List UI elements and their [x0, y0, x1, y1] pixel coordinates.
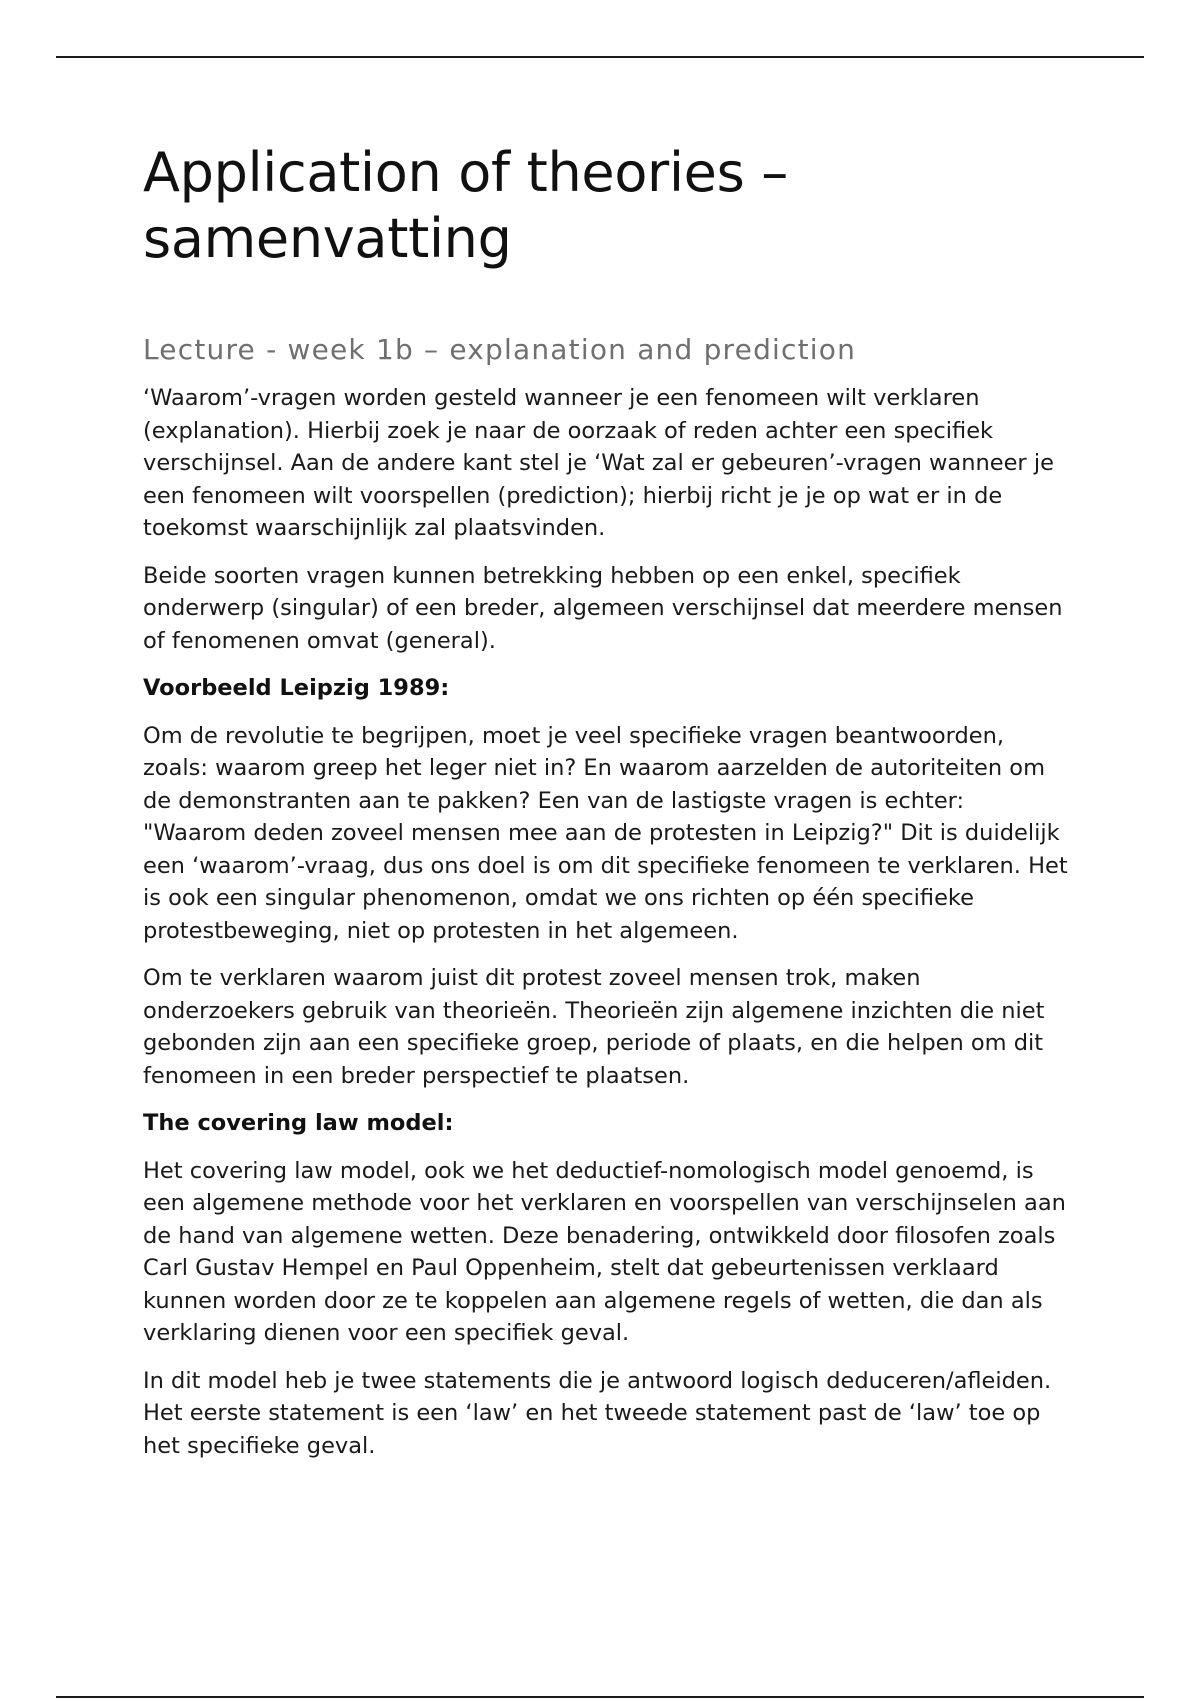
paragraph-leipzig-revolutie: Om de revolutie te begrijpen, moet je veel specifieke vragen beantwoorden, zoals: waarom greep het leger niet in? En waarom aarzelden de autoriteiten om de demonstranten aan te pakken? Een van de lastigste vragen is echter: "Waarom deden zoveel mensen mee aan de protesten in Leipzig?" Dit is duidelijk een ‘waarom’-vraag, dus ons doel is om dit specifieke fenomeen te verklaren. Het is ook een singular phenomenon, omdat we ons richten op één specifieke protestbeweging, niet op protesten in het algemeen.	[143, 722, 1068, 944]
subheading-covering-law: The covering law model:	[143, 1110, 454, 1136]
paragraph-theorieen: Om te verklaren waarom juist dit protest zoveel mensen trok, maken onderzoekers gebruik van theorieën. Theorieën zijn algemene inzichten die niet gebonden zijn aan een specifieke groep, periode of plaats, en die helpen om dit fenomeen in een breder perspectief te plaatsen.	[143, 965, 1045, 1089]
section-heading: Lecture - week 1b – explanation and prediction	[143, 333, 857, 366]
paragraph-covering-law-model: Het covering law model, ook we het deductief-nomologisch model genoemd, is een algemene methode voor het verklaren en voorspellen van verschijnselen aan de hand van algemene wetten. Deze benadering, ontwikkeld door filosofen zoals Carl Gustav Hempel en Paul Oppenheim, stelt dat gebeurtenissen verklaard kunnen worden door ze te koppelen aan algemene regels of wetten, die dan als verklaring dienen voor een specifiek geval.	[143, 1157, 1066, 1346]
paragraph-singular-general: Beide soorten vragen kunnen betrekking hebben op een enkel, specifiek onderwerp (singular) of een breder, algemeen verschijnsel dat meerdere mensen of fenomenen omvat (general).	[143, 562, 1063, 654]
section-content	[143, 382, 1073, 1462]
document-body	[143, 140, 1073, 1477]
paragraph-two-statements: In dit model heb je twee statements die je antwoord logisch deduceren/afleiden. Het eerste statement is een ‘law’ en het tweede statement past de ‘law’ toe op het specifieke geval.	[143, 1367, 1052, 1459]
paragraph-waarom-vragen: ‘Waarom’-vragen worden gesteld wanneer je een fenomeen wilt verklaren (explanation). Hierbij zoek je naar de oorzaak of reden achter een specifiek verschijnsel. Aan de andere kant stel je ‘Wat zal er gebeuren’-vragen wanneer je een fenomeen wilt voorspellen (prediction); hierbij richt je je op wat er in de toekomst waarschijnlijk zal plaatsvinden.	[143, 385, 1054, 541]
document-title: Application of theories – samenvatting	[143, 141, 788, 270]
top-rule	[56, 56, 1144, 58]
bottom-rule	[56, 1696, 1144, 1698]
subheading-leipzig: Voorbeeld Leipzig 1989:	[143, 675, 450, 701]
